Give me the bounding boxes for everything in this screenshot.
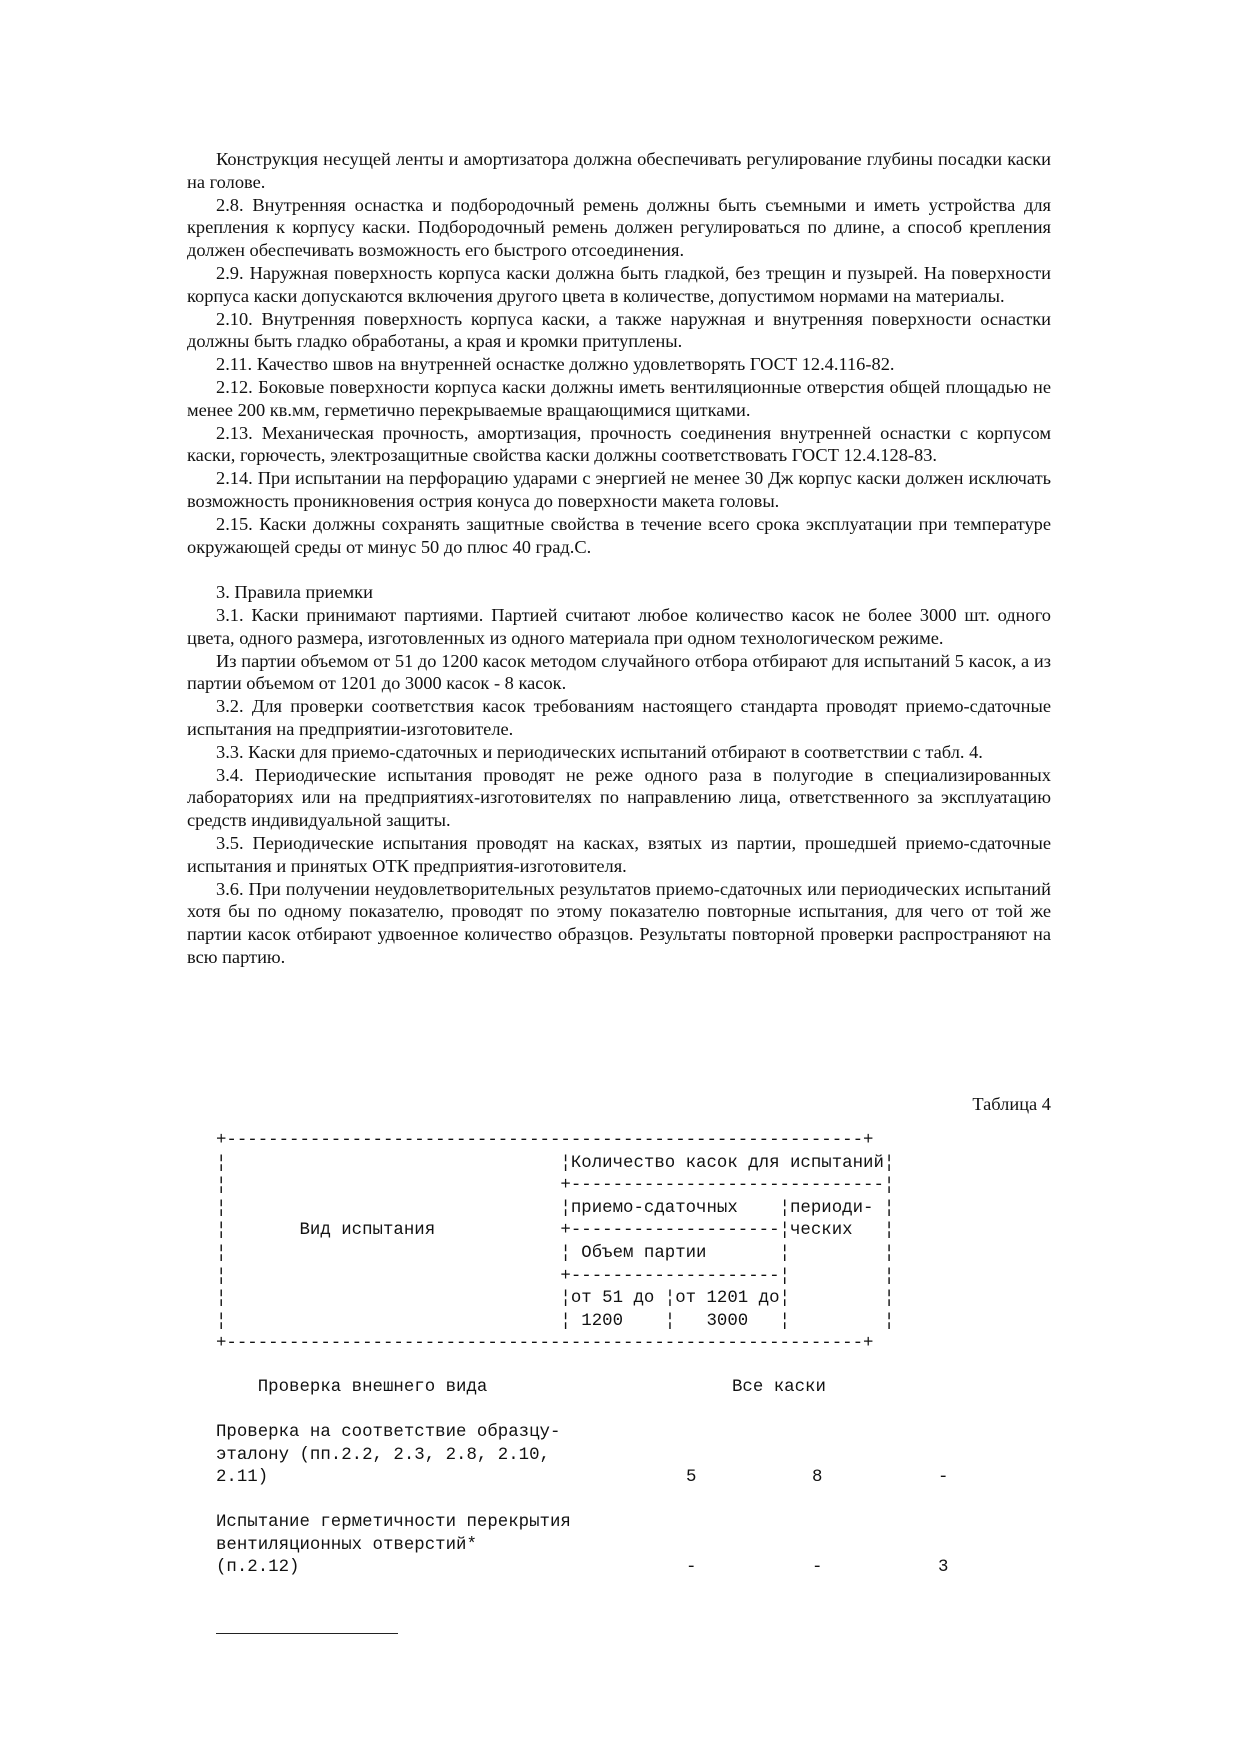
cell-value: 8	[812, 1468, 823, 1488]
paragraph: 2.9. Наружная поверхность корпуса каски должна быть гладкой, без трещин и пузырей. На поверхности корпуса каски допускаются включения другого цвета в количестве, допустимом нормами на материалы.	[187, 262, 1051, 306]
paragraph: Конструкция несущей ленты и амортизатора должна обеспечивать регулирование глубины посадки каски на голове.	[187, 149, 1051, 192]
cell-value: -	[812, 1558, 823, 1578]
paragraph: 3.1. Каски принимают партиями. Партией считают любое количество касок не более 3000 шт. одного цвета, одного размера, изготовленных из одного материала при одном технологическом режиме.	[187, 604, 1051, 648]
paragraph: 3.6. При получении неудовлетворительных результатов приемо-сдаточных или периодических испытаний хотя бы по одному показателю, проводят по этому показателю повторные испытания, для чего от той же партии касок отбирают удвоенное количество образцов. Результаты повторной проверки распространяют на всю партию.	[187, 878, 1051, 967]
paragraph: Из партии объемом от 51 до 1200 касок методом случайного отбора отбирают для испытаний 5 касок, а из партии объемом от 1201 до 3000 касок - 8 касок.	[187, 650, 1051, 694]
section-title: 3. Правила приемки	[216, 582, 373, 603]
cell-value: 5	[686, 1468, 697, 1488]
table-caption: Таблица 4	[972, 1094, 1051, 1114]
row-label: (п.2.12)	[216, 1558, 300, 1578]
cell-value: 3	[938, 1558, 949, 1578]
row-label: Проверка внешнего вида	[216, 1378, 488, 1397]
table-header-line: ¦ ¦ 1200 ¦ 3000 ¦ ¦	[216, 1311, 895, 1331]
table-header-line: ¦ ¦от 51 до ¦от 1201 до¦ ¦	[216, 1289, 895, 1309]
table-header-line: +-------------------------------------------------------------+	[216, 1334, 874, 1354]
table-header-line: ¦ +--------------------¦ ¦	[216, 1266, 895, 1286]
table-header-line: ¦ Вид испытания +--------------------¦ческих ¦	[216, 1221, 895, 1241]
table-header-line: ¦ ¦Количество касок для испытаний¦	[216, 1153, 895, 1173]
table-header-line: ¦ +------------------------------¦	[216, 1176, 895, 1196]
table-header-line: ¦ ¦приемо-сдаточных ¦периоди- ¦	[216, 1198, 895, 1218]
paragraph: 2.14. При испытании на перфорацию ударами с энергией не менее 30 Дж корпус каски должен исключать возможность проникновения острия конуса до поверхности макета головы.	[187, 468, 1051, 511]
paragraph: 3.4. Периодические испытания проводят не реже одного раза в полугодие в специализированных лабораториях или на предприятиях-изготовителях по направлению лица, ответственного за эксплуатацию средств индивидуальной защиты.	[187, 764, 1051, 831]
paragraph: 2.11. Качество швов на внутренней оснастке должно удовлетворять ГОСТ 12.4.116-82.	[216, 354, 895, 375]
table-header	[216, 1130, 894, 1356]
paragraph: 2.10. Внутренняя поверхность корпуса каски, а также наружная и внутренняя поверхности оснастки должны быть гладко обработаны, а края и кромки притуплены.	[187, 308, 1051, 352]
paragraph: 2.13. Механическая прочность, амортизация, прочность соединения внутренней оснастки с корпусом каски, горючесть, электрозащитные свойства каски должны соответствовать ГОСТ 12.4.128-83.	[187, 422, 1051, 466]
paragraph: 3.2. Для проверки соответствия касок требованиям настоящего стандарта проводят приемо-сдаточные испытания на предприятии-изготовителе.	[187, 696, 1051, 739]
table-header-line: ¦ ¦ Объем партии ¦ ¦	[216, 1243, 895, 1263]
footnote-separator	[216, 1633, 398, 1634]
paragraph: 2.8. Внутренняя оснастка и подбородочный ремень должны быть съемными и иметь устройства для крепления к корпусу каски. Подбородочный ремень должен регулироваться по длине, а способ крепления должен обеспечивать возможность его быстрого отсоединения.	[187, 194, 1051, 261]
row-label: вентиляционных отверстий*	[216, 1535, 477, 1555]
cell-value: -	[686, 1558, 697, 1578]
paragraph: 3.5. Периодические испытания проводят на касках, взятых из партии, прошедшей приемо-сдаточные испытания и принятых ОТК предприятия-изготовителя.	[187, 832, 1051, 876]
merged-value: Все каски	[732, 1378, 826, 1397]
body-text	[187, 148, 1051, 969]
paragraph: 2.15. Каски должны сохранять защитные свойства в течение всего срока эксплуатации при температуре окружающей среды от минус 50 до плюс 40 град.С.	[187, 513, 1051, 557]
row-label: Проверка на соответствие образцу-	[216, 1423, 561, 1442]
row-label: эталону (пп.2.2, 2.3, 2.8, 2.10,	[216, 1445, 550, 1465]
row-label: 2.11)	[216, 1468, 269, 1488]
row-label: Испытание герметичности перекрытия	[216, 1513, 571, 1532]
table-header-line: +-------------------------------------------------------------+	[216, 1131, 874, 1150]
paragraph: 3.3. Каски для приемо-сдаточных и периодических испытаний отбирают в соответствии с табл. 4.	[216, 741, 983, 762]
paragraph: 2.12. Боковые поверхности корпуса каски должны иметь вентиляционные отверстия общей площадью не менее 200 кв.мм, герметично перекрываемые вращающимися щитками.	[187, 376, 1051, 420]
cell-value: -	[938, 1468, 949, 1488]
